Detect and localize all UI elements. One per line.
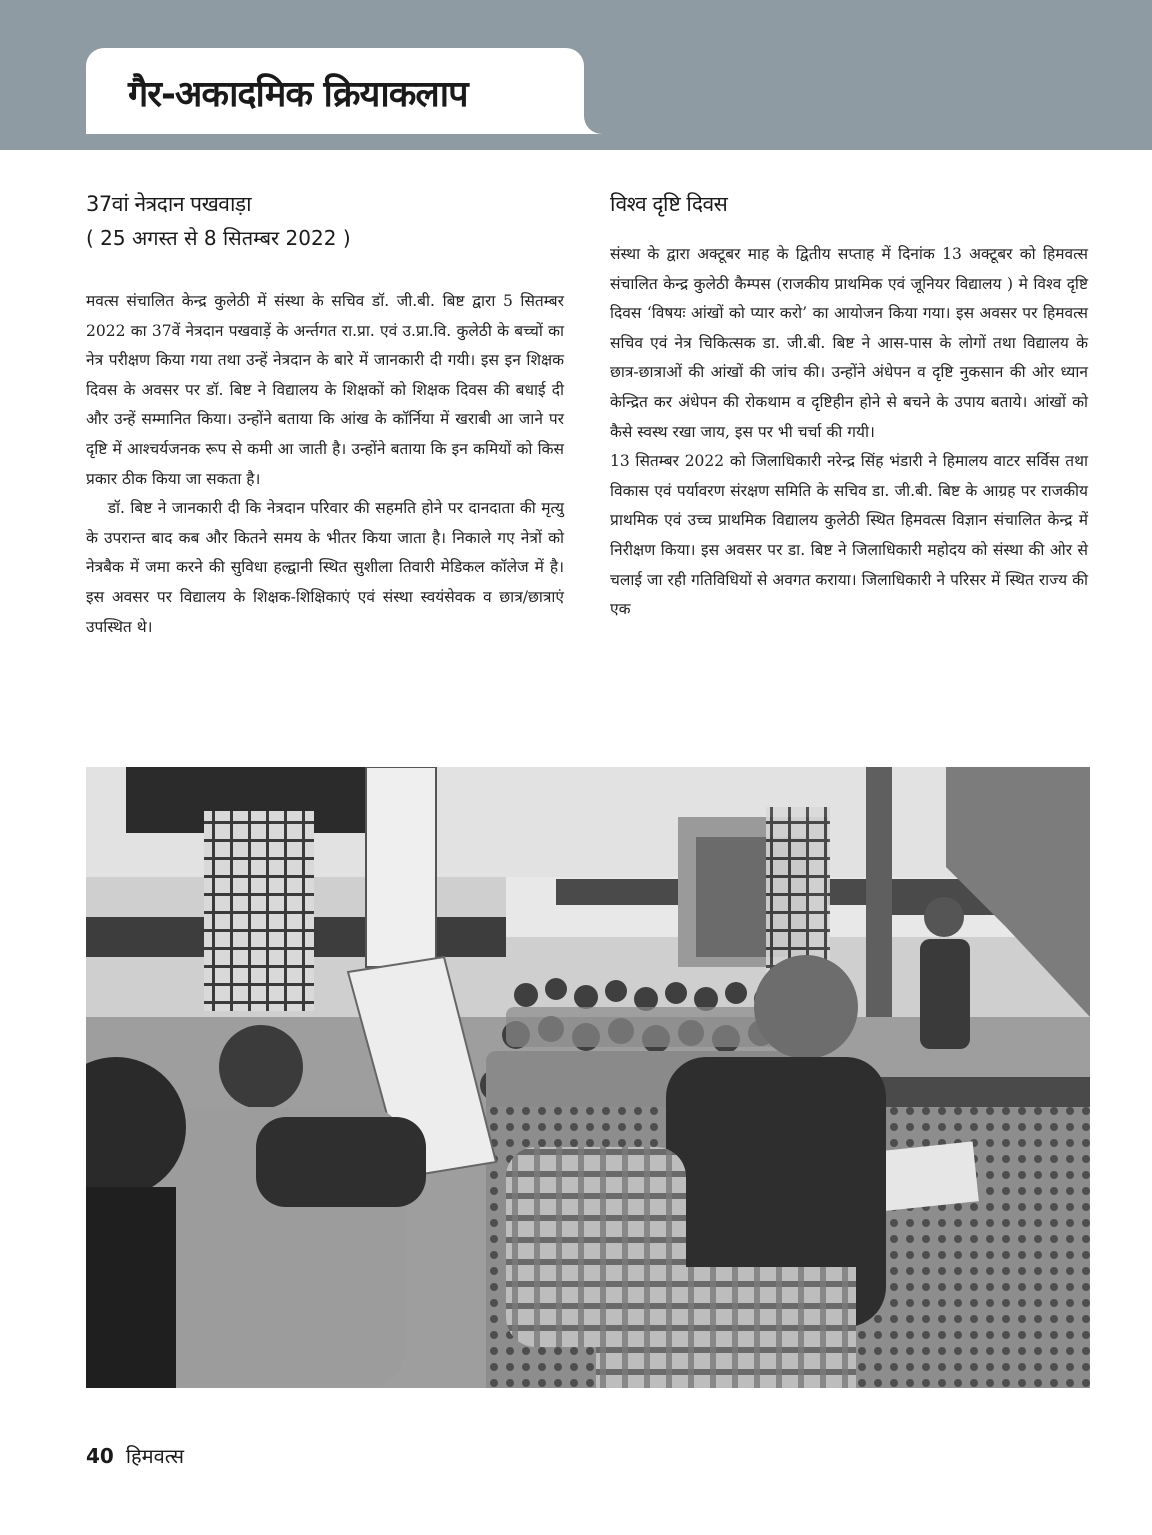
left-article-heading: 37वां नेत्रदान पखवाड़ा bbox=[86, 192, 252, 216]
left-article-paragraph-2: डॉ. बिष्ट ने जानकारी दी कि नेत्रदान परिवार की सहमति होने पर दानदाता की मृत्यु के उपरान्त बाद कब और कितने समय के भीतर किया जाता है। निकाले गए नेत्रों को नेत्रबैक में जमा करने की सुविधा हल्द्वानी स्थित सुशीला तिवारी मेडिकल कॉलेज में है। इस अवसर पर विद्यालय के शिक्षक-शिक्षिकाएं एवं संस्था स्वयंसेवक व छात्र/छात्राएं उपस्थित थे। bbox=[86, 499, 564, 636]
right-article bbox=[610, 190, 1088, 625]
left-article-subheading: ( 25 अगस्त से 8 सितम्बर 2022 ) bbox=[86, 226, 351, 250]
page-title: गैर-अकादमिक क्रियाकलाप bbox=[128, 74, 468, 115]
page-footer bbox=[86, 1442, 184, 1469]
left-article bbox=[86, 190, 564, 642]
right-article-heading: विश्व दृष्टि दिवस bbox=[610, 192, 728, 216]
right-article-paragraph-1: संस्था के द्वारा अक्टूबर माह के द्वितीय सप्ताह में दिनांक 13 अक्टूबर को हिमवत्स संचालित केन्द्र कुलेठी कैम्पस (राजकीय प्राथमिक एवं जूनियर विद्यालय ) मे विश्व दृष्टि दिवस ‘विषयः आंखों को प्यार करो’ का आयोजन किया गया। इस अवसर पर हिमवत्स सचिव एवं नेत्र चिकित्सक डा. जी.बी. बिष्ट ने आस-पास के लोगों तथा विद्यालय के छात्र-छात्राओं की आंखों की जांच की। उन्होंने अंधेपन व दृष्टि नुकसान की ओर ध्यान केन्द्रित कर अंधेपन की रोकथाम व दृष्टिहीन होने से बचने के उपाय बताये। आंखों को कैसे स्वस्थ रखा जाय, इस पर भी चर्चा की गयी। bbox=[610, 245, 1088, 441]
page-number: 40 bbox=[86, 1444, 114, 1468]
magazine-name: हिमवत्स bbox=[125, 1444, 184, 1468]
right-article-paragraph-2: 13 सितम्बर 2022 को जिलाधिकारी नरेन्द्र सिंह भंडारी ने हिमालय वाटर सर्विस तथा विकास एवं पर्यावरण संरक्षण समिति के सचिव डा. जी.बी. बिष्ट के आग्रह पर राजकीय प्राथमिक एवं उच्च प्राथमिक विद्यालय कुलेठी स्थित हिमवत्स विज्ञान संचालित केन्द्र में निरीक्षण किया। इस अवसर पर डा. बिष्ट ने जिलाधिकारी महोदय को संस्था की ओर से चलाई जा रही गतिविधियों से अवगत कराया। जिलाधिकारी ने परिसर में स्थित राज्य की एक bbox=[610, 452, 1088, 619]
eye-camp-photo bbox=[86, 767, 1090, 1388]
left-article-paragraph-1: मवत्स संचालित केन्द्र कुलेठी में संस्था के सचिव डॉ. जी.बी. बिष्ट द्वारा 5 सितम्बर 2022 का 37वें नेत्रदान पखवाड़ें के अर्न्तगत रा.प्रा. एवं उ.प्रा.वि. कुलेठी के बच्चों का नेत्र परीक्षण किया गया तथा उन्हें नेत्रदान के बारे में जानकारी दी गयी। इस इन शिक्षक दिवस के अवसर पर डॉ. बिष्ट ने विद्यालय के शिक्षकों को शिक्षक दिवस की बधाई दी और उन्हें सम्मानित किया। उन्होंने बताया कि आंख के कॉर्निया में खराबी आ जाने पर दृष्टि में आश्चर्यजनक रूप से कमी आ जाती है। उन्होंने बताया कि इन कमियों को किस प्रकार ठीक किया जा सकता है। bbox=[86, 292, 564, 488]
